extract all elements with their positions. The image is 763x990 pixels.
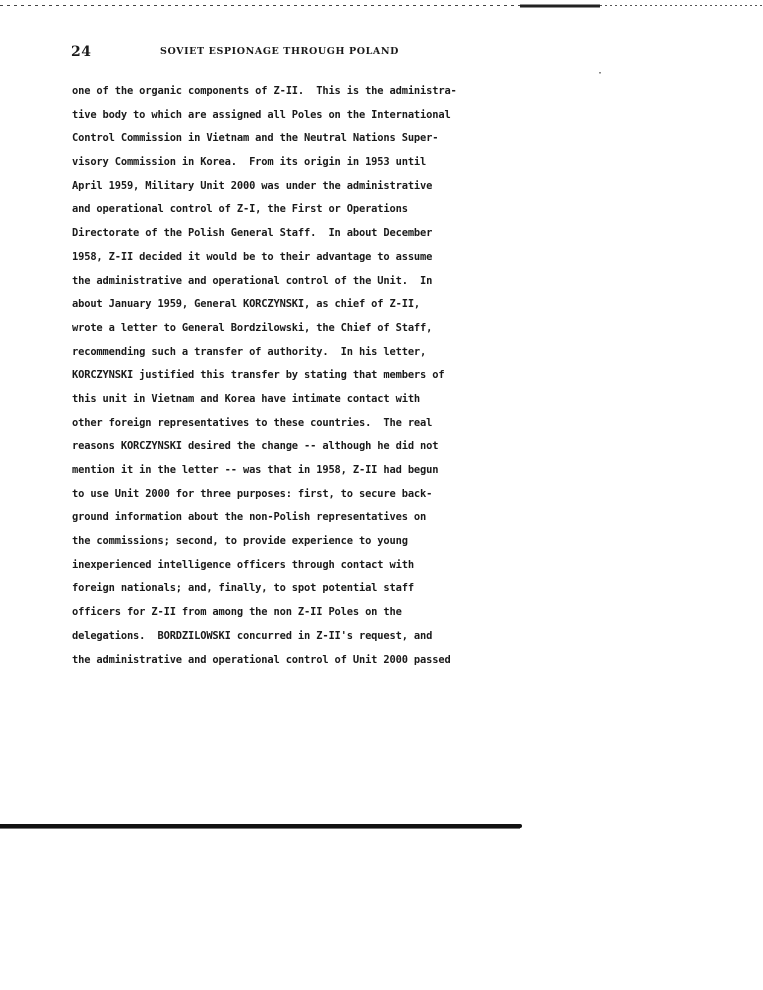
text-line: foreign nationals; and, finally, to spot potential staff <box>72 582 414 595</box>
text-line: mention it in the letter -- was that in 1958, Z-II had begun <box>72 464 439 476</box>
text-line: April 1959, Military Unit 2000 was under the administrative <box>72 179 433 192</box>
text-line: one of the organic components of Z-II. This is the administra- <box>72 85 457 97</box>
page-bottom-rule-shadow <box>0 828 520 829</box>
running-title: SOVIET ESPIONAGE THROUGH POLAND <box>160 46 399 57</box>
text-line: officers for Z-II from among the non Z-II Poles on the <box>72 606 402 619</box>
text-line: about January 1959, General KORCZYNSKI, as chief of Z-II, <box>72 298 421 311</box>
text-line: inexperienced intelligence officers through contact with <box>72 558 414 571</box>
scan-speck: · <box>597 68 604 79</box>
page-header <box>71 44 531 62</box>
text-line: the commissions; second, to provide experience to young <box>72 535 408 548</box>
text-line: recommending such a transfer of authority. In his letter, <box>72 345 427 358</box>
text-line: and operational control of Z-I, the First or Operations <box>72 203 408 216</box>
text-line: Directorate of the Polish General Staff. In about December <box>72 227 433 240</box>
text-line: visory Commission in Korea. From its origin in 1953 until <box>72 156 427 169</box>
text-line: delegations. BORDZILOWSKI concurred in Z-II's request, and <box>72 629 433 642</box>
text-line: other foreign representatives to these countries. The real <box>72 416 433 429</box>
text-line: 1958, Z-II decided it would be to their advantage to assume <box>72 250 433 263</box>
scan-edge-top <box>0 4 763 8</box>
body-text <box>72 84 492 676</box>
text-line: to use Unit 2000 for three purposes: first, to secure back- <box>72 487 433 500</box>
text-line: reasons KORCZYNSKI desired the change -- although he did not <box>72 440 439 453</box>
text-line: KORCZYNSKI justified this transfer by stating that members of <box>72 369 445 382</box>
text-line: Control Commission in Vietnam and the Neutral Nations Super- <box>72 132 439 145</box>
text-line: the administrative and operational control of Unit 2000 passed <box>72 653 451 666</box>
page-number: 24 <box>71 44 92 60</box>
text-line: ground information about the non-Polish representatives on <box>72 511 427 524</box>
text-line: wrote a letter to General Bordzilowski, the Chief of Staff, <box>72 321 433 334</box>
text-line: the administrative and operational control of the Unit. In <box>72 274 433 287</box>
text-line: tive body to which are assigned all Poles on the International <box>72 108 451 121</box>
text-line: this unit in Vietnam and Korea have intimate contact with <box>72 392 421 405</box>
